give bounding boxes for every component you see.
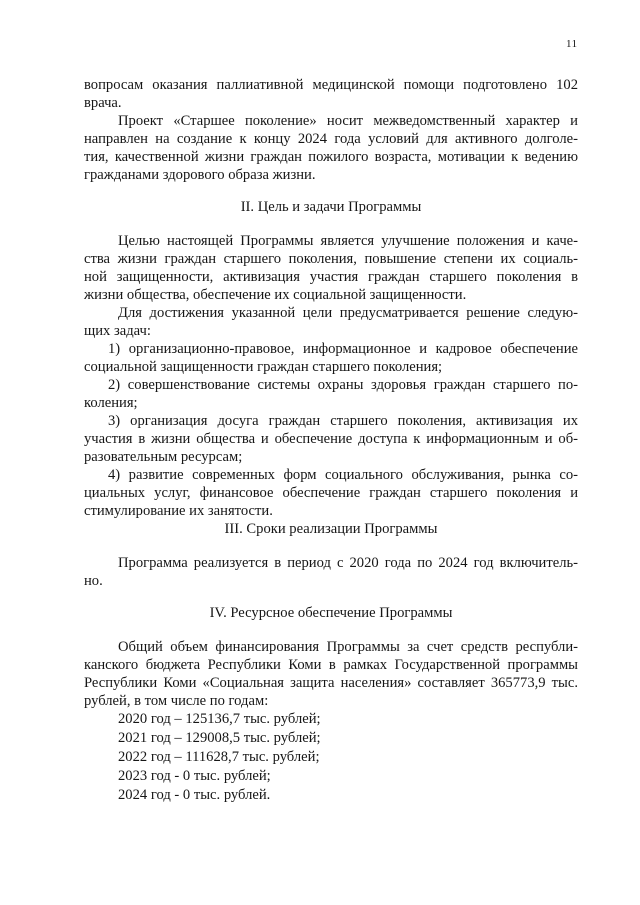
text-line: коления; (84, 395, 138, 411)
text-line: рублей, в том числе по годам: (84, 693, 269, 709)
funding-by-year-list (84, 710, 578, 805)
text-line: Республики Коми «Социальная защита населения» составляет 365773,9 тыс. (84, 675, 578, 691)
text-line: Общий объем финансирования Программы за счет средств республи- (118, 639, 578, 655)
goals-paragraph (84, 232, 578, 520)
text-line: но. (84, 573, 103, 589)
text-line: жизни общества, обеспечение их социальной защищенности. (84, 287, 467, 303)
timeline-paragraph (84, 554, 578, 590)
text-line: тия, качественной жизни граждан пожилого возраста, мотивации к ведению (84, 149, 578, 165)
text-line: Программа реализуется в период с 2020 года по 2024 год включитель- (118, 555, 578, 571)
text-line: разовательным ресурсам; (84, 449, 243, 465)
text-line: социальной защищенности граждан старшего поколения; (84, 359, 443, 375)
page-number: 11 (566, 38, 578, 50)
list-item: 2020 год – 125136,7 тыс. рублей; (118, 711, 321, 727)
resources-paragraph (84, 638, 578, 710)
text-line: направлен на создание к концу 2024 года условий для активного долголе- (84, 131, 578, 147)
intro-paragraph (84, 76, 578, 184)
section-heading-timeline: III. Сроки реализации Программы (224, 521, 438, 537)
list-item: 2021 год – 129008,5 тыс. рублей; (118, 730, 321, 746)
text-line: 1) организационно-правовое, информационное и кадровое обеспечение (108, 341, 578, 357)
text-line: 3) организация досуга граждан старшего поколения, активизация их (108, 413, 578, 429)
list-item: 2023 год - 0 тыс. рублей; (118, 768, 271, 784)
text-line: участия в жизни общества и обеспечение доступа к информационным и об- (84, 431, 578, 447)
text-line: врача. (84, 95, 122, 111)
text-line: вопросам оказания паллиативной медицинской помощи подготовлено 102 (84, 77, 578, 93)
list-item: 2024 год - 0 тыс. рублей. (118, 787, 271, 803)
text-line: 2) совершенствование системы охраны здоровья граждан старшего по- (108, 377, 578, 393)
text-line: стимулирование их занятости. (84, 503, 273, 519)
text-line: Для достижения указанной цели предусматривается решение следую- (118, 305, 578, 321)
section-heading-resources: IV. Ресурсное обеспечение Программы (209, 605, 453, 621)
text-line: Целью настоящей Программы является улучшение положения и каче- (118, 233, 578, 249)
text-line: ной защищенности, активизация участия граждан старшего поколения в (84, 269, 578, 285)
text-line: циальных услуг, финансовое обеспечение граждан старшего поколения и (84, 485, 578, 501)
list-item: 2022 год – 111628,7 тыс. рублей; (118, 749, 320, 765)
text-line: 4) развитие современных форм социального обслуживания, рынка со- (108, 467, 578, 483)
text-line: ства жизни граждан старшего поколения, повышение степени их социаль- (84, 251, 578, 267)
text-line: канского бюджета Республики Коми в рамках Государственной программы (84, 657, 578, 673)
text-line: гражданами здорового образа жизни. (84, 167, 316, 183)
text-line: щих задач: (84, 323, 151, 339)
text-line: Проект «Старшее поколение» носит межведомственный характер и (118, 113, 578, 129)
section-heading-goals: II. Цель и задачи Программы (240, 199, 422, 215)
